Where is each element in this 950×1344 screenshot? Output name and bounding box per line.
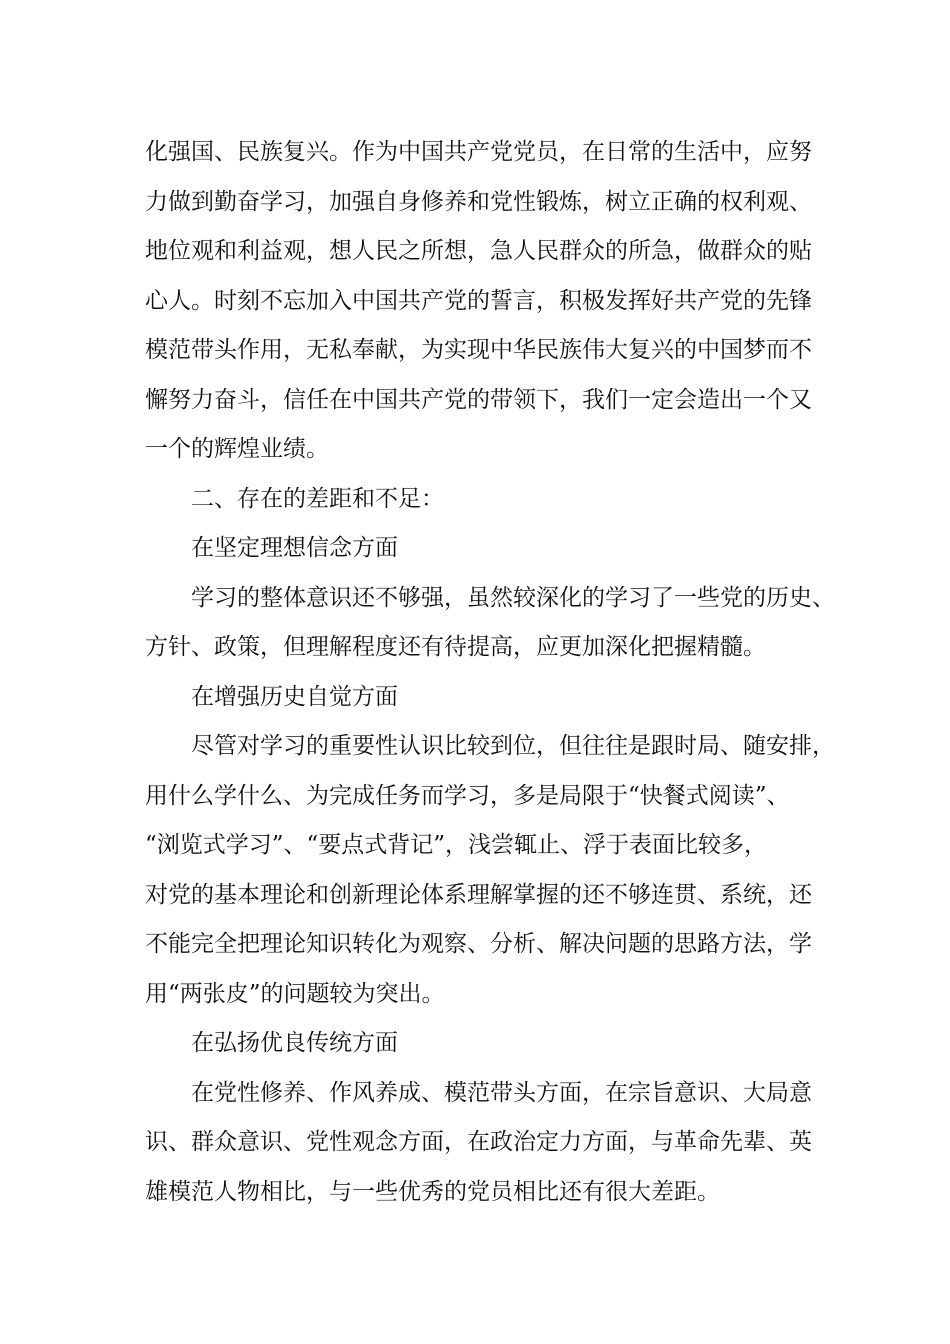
body-line: 一个的辉煌业绩。 <box>145 436 329 462</box>
body-line: 学习的整体意识还不够强，虽然较深化的学习了一些党的历史、 <box>191 585 835 611</box>
body-line: 不能完全把理论知识转化为观察、分析、解决问题的思路方法，学 <box>145 931 812 957</box>
body-line: 尽管对学习的重要性认识比较到位，但往往是跟时局、随安排， <box>191 733 835 759</box>
body-line: 对党的基本理论和创新理论体系理解掌握的还不够连贯、系统，还 <box>145 882 812 908</box>
body-line: 化强国、民族复兴。作为中国共产党党员，在日常的生活中，应努 <box>145 139 812 165</box>
body-line: 识、群众意识、党性观念方面，在政治定力方面，与革命先辈、英 <box>145 1129 812 1155</box>
body-line: 心人。时刻不忘加入中国共产党的誓言，积极发挥好共产党的先锋 <box>145 288 812 314</box>
body-line: “浏览式学习”、“要点式背记”，浅尝辄止、浮于表面比较多， <box>145 832 768 858</box>
body-line: 在党性修养、作风养成、模范带头方面，在宗旨意识、大局意 <box>191 1080 812 1106</box>
body-line: 用“两张皮”的问题较为突出。 <box>145 981 445 1007</box>
body-line: 模范带头作用，无私奉献，为实现中华民族伟大复兴的中国梦而不 <box>145 337 812 363</box>
body-line: 雄模范人物相比，与一些优秀的党员相比还有很大差距。 <box>145 1179 720 1205</box>
body-line: 方针、政策，但理解程度还有待提高，应更加深化把握精髓。 <box>145 634 766 660</box>
subsection-heading: 在增强历史自觉方面 <box>191 684 398 710</box>
body-line: 地位观和利益观，想人民之所想，急人民群众的所急，做群众的贴 <box>145 238 812 264</box>
subsection-heading: 在坚定理想信念方面 <box>191 535 398 561</box>
subsection-heading: 在弘扬优良传统方面 <box>191 1030 398 1056</box>
body-line: 懈努力奋斗，信任在中国共产党的带领下，我们一定会造出一个又 <box>145 387 812 413</box>
body-line: 力做到勤奋学习，加强自身修养和党性锻炼，树立正确的权利观、 <box>145 189 812 215</box>
body-line: 用什么学什么、为完成任务而学习，多是局限于“快餐式阅读”、 <box>145 783 790 809</box>
section-heading: 二、存在的差距和不足： <box>191 486 444 512</box>
